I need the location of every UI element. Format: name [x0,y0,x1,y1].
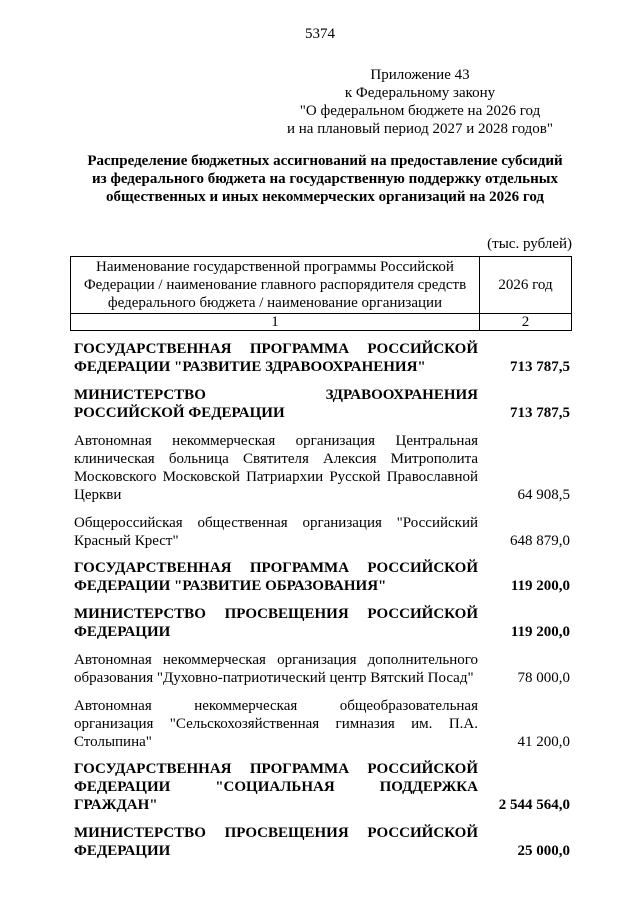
appendix-line: и на плановый период 2027 и 2028 годов" [287,121,553,137]
table-row [74,760,570,814]
column-header-year: 2026 год [480,257,572,314]
table-row [74,514,570,550]
row-name-line: МИНИСТЕРСТВО ПРОСВЕЩЕНИЯ РОССИЙСКОЙ [74,825,478,841]
row-value: 78 000,0 [517,670,570,686]
row-name [74,386,478,422]
appendix-line: "О федеральном бюджете на 2026 год [299,103,541,119]
appendix-line: Приложение 43 [370,67,470,83]
row-name-line: МИНИСТЕРСТВО ПРОСВЕЩЕНИЯ РОССИЙСКОЙ [74,606,478,622]
row-value: 41 200,0 [517,734,570,750]
row-value: 119 200,0 [510,578,570,594]
column-index-1: 1 [71,314,480,331]
title-line: общественных и иных некоммерческих организаций на 2026 год [105,189,545,205]
row-name-line: ГРАЖДАН" [74,797,158,813]
appendix-line: к Федеральному закону [344,85,496,101]
row-name-line: МИНИСТЕРСТВО ЗДРАВООХРАНЕНИЯ [74,387,478,403]
row-value: 119 200,0 [510,624,570,640]
table-row [74,697,570,751]
row-name-line: ГОСУДАРСТВЕННАЯ ПРОГРАММА РОССИЙСКОЙ [74,761,478,777]
row-value: 648 879,0 [510,533,570,549]
row-name-line: ФЕДЕРАЦИИ [74,843,171,859]
table-header [70,256,572,331]
title-line: Распределение бюджетных ассигнований на предоставление субсидий [87,153,563,169]
table-row [74,386,570,422]
row-name [74,340,478,376]
row-name-line: ФЕДЕРАЦИИ "РАЗВИТИЕ ЗДРАВООХРАНЕНИЯ" [74,359,426,375]
appendix-reference [280,66,560,138]
row-name [74,559,478,595]
document-title [60,152,590,206]
row-name-line: РОССИЙСКОЙ ФЕДЕРАЦИИ [74,405,285,421]
row-name [74,760,478,814]
header-line: федерального бюджета / наименование организации [107,295,443,311]
row-name-line: ГОСУДАРСТВЕННАЯ ПРОГРАММА РОССИЙСКОЙ [74,560,478,576]
units-label: (тыс. рублей) [487,236,572,252]
table-body [74,340,570,860]
row-name-line: ГОСУДАРСТВЕННАЯ ПРОГРАММА РОССИЙСКОЙ [74,341,478,357]
header-line: Федерации / наименование главного распорядителя средств [83,277,467,293]
row-name [74,824,478,860]
row-name-line: ФЕДЕРАЦИИ "СОЦИАЛЬНАЯ ПОДДЕРЖКА [74,779,478,795]
row-name: Общероссийская общественная организация "Российский Красный Крест" [74,515,478,549]
title-line: из федерального бюджета на государственную поддержку отдельных [92,171,558,187]
column-header-name [71,257,480,314]
row-name: Автономная некоммерческая общеобразовательная организация "Сельскохозяйственная гимназия им. П.А. Столыпина" [74,698,478,750]
row-value: 25 000,0 [517,843,570,859]
page-number: 5374 [305,26,335,42]
row-name [74,605,478,641]
header-line: Наименование государственной программы Российской [96,259,454,275]
row-value: 713 787,5 [510,405,570,421]
table-row [74,824,570,860]
column-index-2: 2 [480,314,572,331]
row-value: 64 908,5 [517,487,570,503]
row-name: Автономная некоммерческая организация Центральная клиническая больница Святителя Алексия Митрополита Московского Московской Патриархии Русской Православной Церкви [74,433,478,503]
table-row [74,559,570,595]
table-row [74,605,570,641]
row-name-line: ФЕДЕРАЦИИ [74,624,171,640]
table-row [74,340,570,376]
row-name-line: ФЕДЕРАЦИИ "РАЗВИТИЕ ОБРАЗОВАНИЯ" [74,578,387,594]
table-row [74,432,570,504]
table-row [74,651,570,687]
row-name: Автономная некоммерческая организация дополнительного образования "Духовно-патриотический центр Вятский Посад" [74,652,478,686]
row-value: 2 544 564,0 [498,797,570,813]
row-value: 713 787,5 [510,359,570,375]
